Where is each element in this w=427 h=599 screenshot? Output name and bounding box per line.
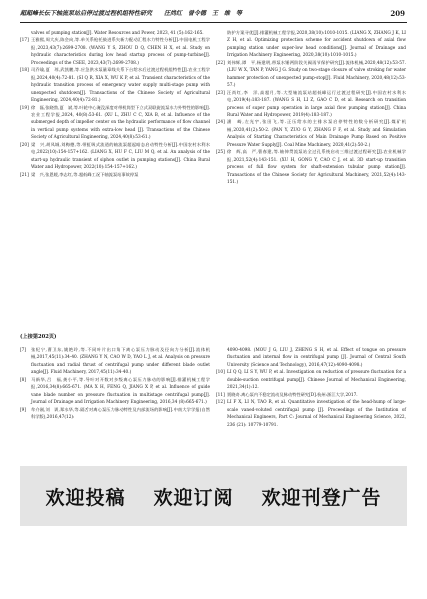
reference-entry <box>216 30 406 60</box>
reference-text: valves of pumping station[J]. Water Resources and Power, 2023, 41 (5):162-165. <box>31 31 204 36</box>
reference-number: [21] <box>20 172 29 178</box>
reference-number: [10] <box>216 370 225 376</box>
reference-number: [24] <box>216 120 225 126</box>
reference-entry <box>216 60 406 90</box>
reference-text: 潘 崎,左光宇,张田飞,等.正压给水的主排水泵启停特性的数分析研究[J].煤矿机械,2020,41(2):50-2. (PAN Y, ZUO G Y, ZHANG F F, et al. Study and Simulation Analysis of Starting Characteristics of Main Drainage Pump Based on Positive Pressure Water Supply[J]. Coal Mine Machinery, 2020,41(2):50-2.) <box>227 120 406 148</box>
reference-text: 4090-4098. (MOU J G, LIU J, ZHENG S H, et al. Effect of tongue on pressure fluctuation and internal flow in centrifugal pump [J]. Journal of Central South University (Science and Technology), 2016,47(12):4090-4098.) <box>227 348 406 368</box>
reference-entry <box>216 347 406 369</box>
slogan-submit: 欢迎投稿 <box>45 486 126 509</box>
references-top-left <box>20 30 210 179</box>
reference-entry <box>20 30 210 37</box>
reference-number: [25] <box>216 150 225 156</box>
reference-text: 牟介刚,刘 训,郑水华,等.隔舌对离心泵压力脉动特性及内部流场的影响[J].中南大学学报(自然科学版),2016,47(12): <box>31 407 210 421</box>
reference-entry <box>20 142 210 172</box>
reference-entry <box>216 369 406 391</box>
reference-text: 马新华,吕 福,龚小平,等.导叶对开数对多级离心泵压力脉动的影响[J].排灌机械工程学报,2016,34(8):665-671. (MA X H, FENG Q, JIANG X P, et al. Influence of guide vane blade number on pressure fluctuation in multistage centrifugal pump[J]. Journal of Drainage and Irrigation Machinery Engineering, 2016,34 (8):665-671.) <box>31 377 210 406</box>
reference-entry <box>20 407 210 422</box>
reference-text: LI Q Q, LI S Y, WU P, et al. Investigation on reduction of pressure fluctuation for a double-suction centrifugal pump[J]. Chinese Journal of Mechanical Engineering, 2021,34(1):12. <box>227 370 406 391</box>
reference-entry <box>216 392 406 399</box>
reference-text: 贾晓奇.离心泵内不稳定流动及脉动特性研究[D].杭州:浙江大学,2017. <box>227 392 358 398</box>
promo-banner <box>20 466 407 526</box>
reference-entry <box>216 90 406 120</box>
references-bottom-left <box>20 347 210 422</box>
reference-number: [17] <box>20 38 29 44</box>
slogan-subscribe: 欢迎订阅 <box>153 486 234 509</box>
reference-text: 防护方案寻优[J].排灌机械工程学报,2020,38(10):1010-1015. (LIANG X, ZHANG J K, LI Z H, et al. Optimizing protection scheme for accident shutdown of axial flow pumping station under super-low head conditions[J]. Journal of Drainage and Irrigation Machinery Engineering, 2020,38(10):1010-1015.) <box>227 31 406 59</box>
reference-entry <box>20 37 210 67</box>
reference-entry <box>20 347 210 377</box>
reference-text: LI F X, LI N, TAO R, et al. Quantitative investigation of the head-hump of large-scale vaned-voluted centrifugal pump [J]. Proceedings of the Institution of Mechanical Engineers, Part C: Journal of Mechanical Engineering Science, 2022, 236 (21): 10779-10791. <box>227 400 406 428</box>
reference-text: 汪尚红,李 洋,高超月,等.大型轴流泵站超低峰运行过渡过程研究[J].中国农村水利水电,2019(4):183-187. (WANG S H, LI Z, GAO C D, et al. Research on transition process of super pump operation in large axial flow pumping station[J]. China Rural Water and Hydropower, 2019(4):183-187.) <box>227 90 406 118</box>
reference-entry <box>20 105 210 142</box>
reference-text: 司乔瑜,夏 琼,武凯鹏,等.应急供水泵量章线关系下台给水后过渡过程机组特性[J].农业工程学报,2024,40(4):72-81. (SI Q R, XIA X, WU K P, et al. Transient characteristics of the hydraulic transition process of emergency water supply multi-stage pump with unexpected shutdown[J]. Transactions of the Chinese Society of Agricultural Engineering, 2024,40(4):72-81.) <box>31 68 210 104</box>
reference-text: 梁 兴,胡凤城,刘梅德,等.带虹吸式流道的轴流泵超起暗态启动特性分析[J].中国农村水利水电,2022(10):154-157+162. (LIANG X, HU F C, LIU M Q, et al. An analysis of the start-up hydraulic transient of siphon outlet in pumping stations[J]. China Rural Water and Hydropower, 2022(10):154-157+162.) <box>31 142 210 171</box>
references-top-right <box>216 30 406 187</box>
reference-number: [7] <box>20 348 27 353</box>
reference-text: 王雅熙,周大庆,陈会向,等.单关系枪托鼓进系矢新力配动汇程水力特性分析[J].中国电机工程学报,2023,43(7):2699-2708. (WANG Y S, ZHOU D Q, CHEN H X, et al. Study on hydraulic characteristics during low head startup process of pump-turbine[J]. Proceedings of the CSEE, 2023,43(7):2699-2708.) <box>31 38 210 66</box>
running-title: 超超峰长伝下轴流泵站启停过渡过程机组特性研究 汪尚红 曾令德 王 维 等 <box>20 10 243 17</box>
page-number: 209 <box>390 9 405 18</box>
reference-number: [12] <box>216 400 225 406</box>
reference-number: [20] <box>20 142 29 148</box>
reference-number: [18] <box>20 68 29 74</box>
reference-text: 徐 辉,高 严,曹春建,等.轴伸贯流泵站全过孔系统启动三维过渡过程研究[J].农业机械学报,2021,52(4):143-151. (XU H, GONG Y, CAO C J, et al. 3D start-up transition process of full flow system for shaft-extension tubular pump station[J]. Transactions of the Chinese Society for Agricultural Machinery, 2021,52(4):143-151.) <box>227 150 406 186</box>
reference-entry <box>20 67 210 104</box>
reference-number: [22] <box>216 60 225 66</box>
slogan-advertise: 欢迎刊登广告 <box>261 486 382 509</box>
reference-entry <box>216 119 406 149</box>
references-bottom-right <box>216 347 406 429</box>
reference-number: [9] <box>20 407 27 413</box>
continued-from-label: (上接第202页) <box>20 334 57 340</box>
reference-entry <box>20 172 210 179</box>
page-header <box>20 6 407 23</box>
reference-entry <box>216 149 406 186</box>
reference-text: 张纪宁,曹卫东,姚艳玲,等.不同叶片出口角下离心泵压力脉动及径向力分析[J].流体机械,2017,45(11):34-40. (ZHANG Y N, CAO W D, YAO L J, et al. Analysis on pressure fluctuation and radial thrust of centrifugal pump under different blade outlet angle[J]. Fluid Machinery, 2017,45(11):34-40.) <box>31 348 210 376</box>
reference-text: 梁 兴,张恩媛,李志红,等.超低峰工况下轴流泵站事故停泵 <box>31 172 139 178</box>
reference-number: [19] <box>20 105 29 111</box>
reference-number: [8] <box>20 377 27 383</box>
reference-number: [23] <box>216 90 225 96</box>
reference-entry <box>216 399 406 429</box>
reference-text: 徐 磊,张晓勃,夏 斌,等.叶轮中心淹没深度对带机筒型下立式双联旋流泵水力外特性的影响[J].农业工程学报,2024, 40(8):53-61. (XU L, ZHU C C, XIA B, et al. Influence of the submerged depth of impeller center on the hydraulic performance of flow channel in vertical pump systems with extra-low head [J]. Transactions of the Chinese Society of Agricultural Engineering, 2024,40(8):53-61.) <box>31 105 210 141</box>
reference-text: 刘伟辉,谭 平,杨建明,带泵水锤两阶段关阀再节保护研究[J].流体机械,2020,48(12):53-57. (LIU W X, TAN P, YANG J G. Study on two-stage closure of valve stroking for water hammer protection of unexpected pump-stop[J]. Fluid Machinery, 2020,48(12):53-57.) <box>227 60 406 89</box>
reference-entry <box>20 377 210 407</box>
reference-number: [11] <box>216 392 225 398</box>
